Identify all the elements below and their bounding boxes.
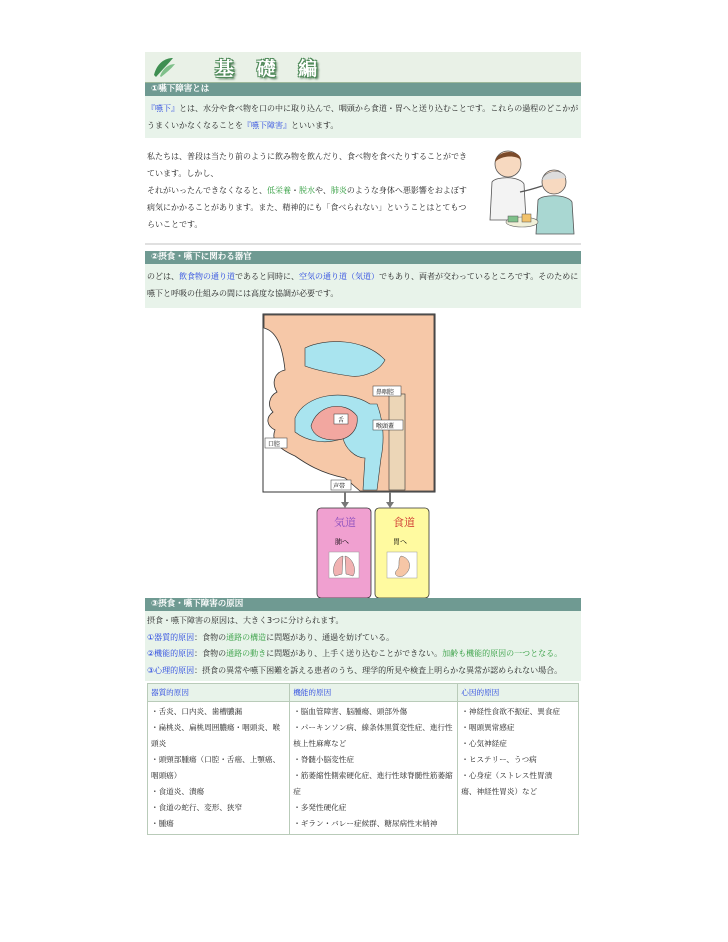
cause-functional-text-b: に問題があり、上手く送り込むことができない。 xyxy=(266,649,443,658)
list-item: ・心気神経症 xyxy=(461,739,507,748)
term-swallowing: 『嚥下』 xyxy=(147,104,179,113)
anatomy-svg xyxy=(145,308,581,598)
causes-table xyxy=(147,683,579,835)
banner-title: 基 礎 編 xyxy=(215,58,326,80)
body-line-2: それがいったんできなくなると、 xyxy=(147,186,267,195)
cause-functional-title: ②機能的原因 xyxy=(147,649,195,658)
cause-organic xyxy=(147,630,579,647)
term-malnutrition: 低栄養 xyxy=(267,186,291,195)
list-item: ・食道の蛇行、変形、狭窄 xyxy=(151,803,243,812)
leaf-logo-icon xyxy=(151,55,177,79)
list-item: ・咽頭異常感症 xyxy=(461,723,515,732)
table-header-row xyxy=(148,684,579,702)
list-item: ・脊髄小脳変性症 xyxy=(293,755,354,764)
divider xyxy=(145,243,581,245)
list-item: ・神経性食欲不振症、異食症 xyxy=(461,707,561,716)
intro-text-1: とは、水分や食べ物を口の中に取り込んで、咽頭から食道・胃へと送り込むことです。これらの過程のどこかがうまくいかなくなることを xyxy=(147,104,579,130)
term-airway-path: 空気の通り道（気道） xyxy=(299,272,379,281)
banner xyxy=(145,52,581,83)
table-col-psych xyxy=(458,702,579,835)
list-item: ・パーキンソン病、線条体黒質変性症、進行性核上性麻痺など xyxy=(293,723,453,748)
airway-subtitle: 肺へ xyxy=(335,538,349,546)
label-vocal-cords: 声帯 xyxy=(333,483,346,490)
col-header-organic: 器質的原因 xyxy=(148,684,290,702)
esophagus-title: 食道 xyxy=(393,516,415,529)
label-epiglottis: 喉頭蓋 xyxy=(376,423,395,430)
list-item: ・食道炎、潰瘍 xyxy=(151,787,205,796)
section-3-text xyxy=(145,611,581,681)
list-item: ・扁桃炎、扁桃周囲膿瘍・咽頭炎、喉頭炎 xyxy=(151,723,281,748)
label-nasopharynx: 鼻咽腔 xyxy=(376,389,395,396)
esophagus-subtitle: 胃へ xyxy=(393,538,407,546)
list-item: ・ヒステリー、うつ病 xyxy=(461,755,537,764)
table-row xyxy=(148,702,579,835)
s2-text-2: であると同時に、 xyxy=(235,272,299,281)
cause-functional-aging: 加齢も機能的原因の一つとなる。 xyxy=(442,649,563,658)
cause-organic-text-a: ：食物の xyxy=(194,632,227,642)
intro-text-2: といいます。 xyxy=(291,121,339,130)
throat-anatomy-diagram xyxy=(145,308,581,598)
s2-text-3: でもあり、両者が交わっているところです。そのために嚥下と呼吸の仕組みの間には高度な協調が必要です。 xyxy=(147,272,579,298)
cause-psych-title: ③心理的原因 xyxy=(147,665,195,675)
cause-organic-title: ①器質的原因 xyxy=(147,632,195,642)
cause-organic-term: 通路の構造 xyxy=(226,632,267,642)
list-item: ・頭頸部腫瘍（口腔・舌癌、上顎癌、咽頭癌） xyxy=(151,755,281,780)
causes-intro: 摂食・嚥下障害の原因は、大きく3つに分けられます。 xyxy=(147,616,344,625)
table-col-functional xyxy=(290,702,458,835)
section-1-heading: ①嚥下障害とは xyxy=(145,83,581,96)
list-item: ・腫瘍 xyxy=(151,819,174,828)
body-mid: や、 xyxy=(315,186,331,195)
caregiver-feeding-illustration xyxy=(478,142,580,242)
body-dot: ・ xyxy=(291,186,299,195)
term-food-path: 飲食物の通り道 xyxy=(179,272,235,281)
list-item: ・脳血管障害、脳腫瘍、頭部外傷 xyxy=(293,707,408,716)
list-item: ・舌炎、口内炎、歯槽膿漏 xyxy=(151,707,243,716)
body-line-3: のような身体へ悪影響をおよぼす病気にかかることがあります。また、精神的にも「食べられない」ということはとてもつらいことです。 xyxy=(147,186,467,229)
label-oral-cavity: 口腔 xyxy=(268,441,281,448)
col-header-functional: 機能的原因 xyxy=(290,684,458,702)
cause-psych-text: ：摂食の異常や嚥下困難を訴える患者のうち、理学的所見や検査上明らかな異常が認められない場合。 xyxy=(194,665,563,675)
term-dehydration: 脱水 xyxy=(299,186,315,195)
airway-title: 気道 xyxy=(334,516,356,529)
term-dysphagia: 『嚥下障害』 xyxy=(243,121,291,130)
body-line-1: 私たちは、普段は当たり前のように飲み物を飲んだり、食べ物を食べたりすることができています。しかし、 xyxy=(147,152,467,178)
list-item: ・筋萎縮性側索硬化症、進行性球脊髄性筋萎縮症 xyxy=(293,771,453,796)
table-col-organic xyxy=(148,702,290,835)
section-1-body xyxy=(145,138,581,237)
section-2-heading: ②摂食・嚥下に関わる器官 xyxy=(145,251,581,264)
list-item: ・心身症（ストレス性胃潰 瘍、神経性胃炎）など xyxy=(461,771,568,796)
cause-functional-term: 通路の動き xyxy=(226,649,267,658)
section-3-heading: ③摂食・嚥下障害の原因 xyxy=(145,598,581,611)
s2-text-1: のどは、 xyxy=(147,272,179,281)
col-header-psych: 心因的原因 xyxy=(458,684,579,702)
page xyxy=(145,52,581,837)
label-tongue: 舌 xyxy=(338,417,345,424)
cause-organic-text-b: に問題があり、通過を妨げている。 xyxy=(266,632,395,642)
section-1-paragraph xyxy=(145,138,474,237)
list-item: ・ギラン・バレー症候群、糖尿病性末梢神 xyxy=(293,819,438,828)
cause-psychological xyxy=(147,663,579,680)
cause-functional-text-a: ：食物の xyxy=(194,649,227,658)
section-1-intro xyxy=(145,96,581,138)
cause-functional xyxy=(147,646,579,663)
list-item: ・多発性硬化症 xyxy=(293,803,347,812)
term-pneumonia: 肺炎 xyxy=(330,186,347,195)
section-2-text xyxy=(145,264,581,308)
